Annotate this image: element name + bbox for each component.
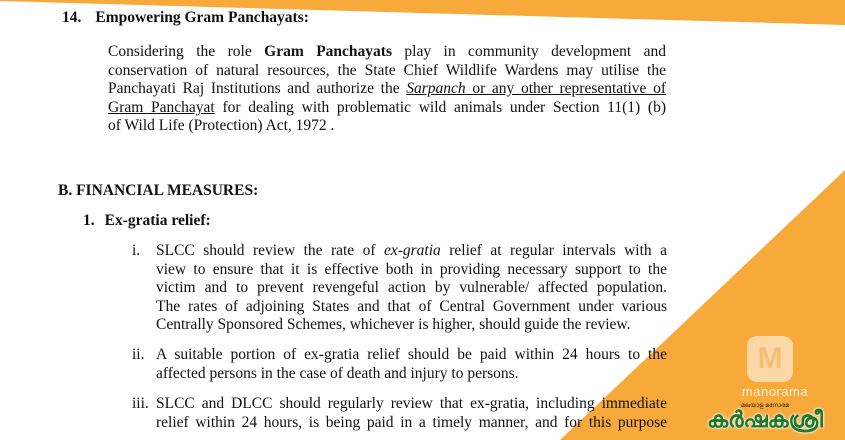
item-i-marker: i. xyxy=(132,242,141,259)
item-iii-marker: iii. xyxy=(132,395,149,412)
malayala-manorama-small-text: മലയാള മനോരമ xyxy=(741,402,789,409)
para14-line-1: Considering the role Gram Panchayats play in community development and xyxy=(108,43,666,60)
section-14-number: 14. xyxy=(62,9,82,26)
subsection-1-heading xyxy=(83,212,211,231)
item-i-line-5: Centrally Sponsored Schemes, whichever is higher, should guide the review. xyxy=(156,316,631,334)
section-14-heading xyxy=(62,9,309,28)
subsection-1-title: Ex-gratia relief: xyxy=(104,212,211,229)
section-14-paragraph xyxy=(108,43,666,136)
subsection-1-number: 1. xyxy=(83,212,95,229)
item-ii-line-1: A suitable portion of ex-gratia relief should be paid within 24 hours to the xyxy=(156,346,667,363)
section-b-heading: B. FINANCIAL MEASURES: xyxy=(58,182,259,199)
item-iii-line-2: relief within 24 hours, is being paid in a timely manner, and for this purpose xyxy=(156,413,667,431)
manorama-wordmark: manorama xyxy=(741,384,809,399)
ex-gratia-term: ex-gratia xyxy=(383,242,441,259)
para14-line-3: Panchayati Raj Institutions and authorize the Sarpanch or any other representative of xyxy=(108,80,666,98)
watermark-logo xyxy=(695,330,835,438)
manorama-m-icon: M xyxy=(747,336,793,382)
karshakasree-wordmark: കർഷകശ്രീ xyxy=(707,408,823,433)
item-iii-line-1: SLCC and DLCC should regularly review that ex-gratia, including immediate xyxy=(156,395,667,412)
item-i-line-2: view to ensure that it is effective both in providing necessary support to the xyxy=(156,260,667,278)
item-i-line-3: victim and to prevent revengeful action by vulnerable/ affected population. xyxy=(156,279,667,297)
item-i-line-1: SLCC should review the rate of ex-gratia relief at regular intervals with a xyxy=(156,242,667,259)
item-ii-marker: ii. xyxy=(132,346,145,363)
item-i-text xyxy=(156,242,667,335)
sarpanch-term: Sarpanch xyxy=(406,80,466,98)
para14-line-4: Gram Panchayat for dealing with problematic wild animals under Section 11(1) (b) xyxy=(108,98,666,116)
item-ii-text xyxy=(156,346,667,383)
item-ii-line-2: affected persons in the case of death and injury to persons. xyxy=(156,364,519,382)
item-i-line-4: The rates of adjoining States and that of Central Government under various xyxy=(156,297,667,315)
para14-line-5: of Wild Life (Protection) Act, 1972 . xyxy=(108,117,335,135)
item-iii-text xyxy=(156,395,667,432)
section-14-title: Empowering Gram Panchayats: xyxy=(95,9,309,26)
para14-line-2: conservation of natural resources, the State Chief Wildlife Wardens may utilise the xyxy=(108,61,666,79)
